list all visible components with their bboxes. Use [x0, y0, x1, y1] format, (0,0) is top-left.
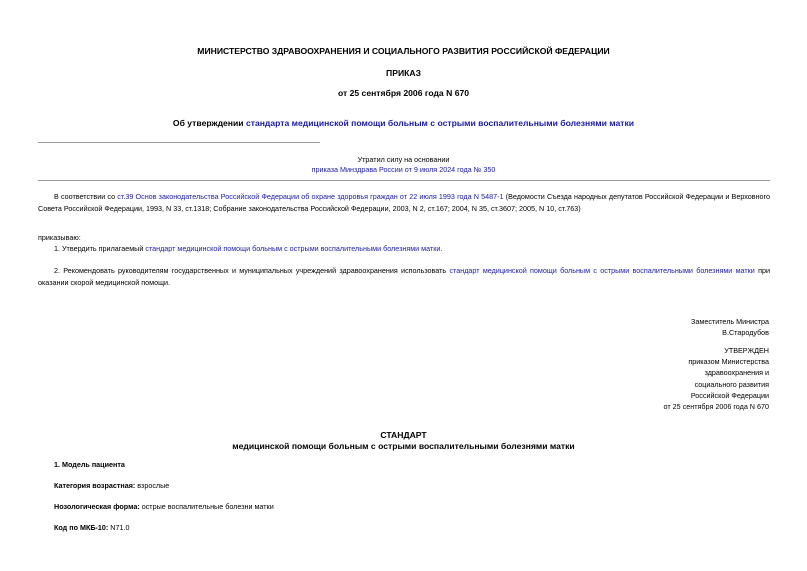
field-icd-code	[54, 523, 129, 532]
approval-line: социального развития	[694, 379, 769, 389]
document-title	[0, 118, 807, 128]
preamble-paragraph	[38, 191, 770, 214]
standard-title: СТАНДАРТ	[380, 430, 427, 440]
approval-line: приказом Министерства	[688, 357, 769, 367]
divider-bottom	[38, 180, 770, 181]
order-heading: ПРИКАЗ	[386, 68, 421, 78]
standard-subtitle: медицинской помощи больным с острыми воспалительными болезнями матки	[232, 441, 575, 451]
approval-line: от 25 сентября 2006 года N 670	[663, 402, 769, 412]
approval-block	[664, 345, 769, 412]
signature-block	[691, 316, 769, 338]
approval-line: УТВЕРЖДЕН	[724, 346, 769, 355]
section-patient-model: 1. Модель пациента	[54, 460, 125, 469]
item-1-suffix: .	[440, 244, 443, 253]
field-value: острые воспалительные болезни матки	[139, 502, 274, 511]
preamble-law-link[interactable]: ст.39 Основ законодательства Российской Федерации об охране здоровья граждан от 22 июля 1993 года N 5487-1	[117, 192, 504, 201]
field-nosology	[54, 502, 274, 511]
divider-top	[38, 142, 320, 143]
item-2-link[interactable]: стандарт медицинской помощи больным с острыми воспалительными болезнями матки	[449, 266, 755, 275]
status-link[interactable]: приказа Минздрава России от 9 июля 2024 года № 350	[311, 165, 496, 174]
status-line: Утратил силу на основании	[357, 155, 450, 164]
ministry-heading: МИНИСТЕРСТВО ЗДРАВООХРАНЕНИЯ И СОЦИАЛЬНОГО РАЗВИТИЯ РОССИЙСКОЙ ФЕДЕРАЦИИ	[197, 46, 610, 56]
field-value: N71.0	[108, 523, 130, 532]
item-1-link[interactable]: стандарт медицинской помощи больным с острыми воспалительными болезнями матки	[145, 244, 441, 253]
item-2	[38, 265, 770, 288]
field-label: Код по МКБ-10:	[54, 523, 109, 532]
signature-position: Заместитель Министра	[691, 317, 769, 326]
order-word: приказываю:	[38, 233, 81, 242]
preamble-suffix: (Ведомости Съезда народных депутатов Российской Федерации и Верховного Совета Российской Федерации, 1993, N 33, ст.1318; Собрание законодательства Российской Федерации, 2003, N 2, ст.167; 2004, N 35, ст.3607; 2005, N 10, ст.763)	[38, 192, 770, 213]
approval-line: Российской Федерации	[690, 390, 769, 400]
item-2-suffix: при оказании скорой медицинской помощи.	[38, 266, 770, 287]
order-date: от 25 сентября 2006 года N 670	[337, 88, 470, 98]
item-1	[38, 243, 770, 255]
item-1-prefix: 1. Утвердить прилагаемый	[54, 244, 146, 253]
document-title-prefix: Об утверждении	[172, 118, 246, 128]
field-value: взрослые	[135, 481, 170, 490]
field-age-category	[54, 481, 169, 490]
item-2-prefix: 2. Рекомендовать руководителям государственных и муниципальных учреждений здравоохранения использовать	[54, 266, 450, 275]
field-label: Нозологическая форма:	[54, 502, 140, 511]
approval-line: здравоохранения и	[704, 368, 769, 378]
signature-name: В.Стародубов	[722, 328, 769, 338]
document-title-link[interactable]: стандарта медицинской помощи больным с острыми воспалительными болезнями матки	[245, 118, 635, 128]
field-label: Категория возрастная:	[54, 481, 136, 490]
preamble-prefix: В соответствии со	[54, 192, 118, 201]
